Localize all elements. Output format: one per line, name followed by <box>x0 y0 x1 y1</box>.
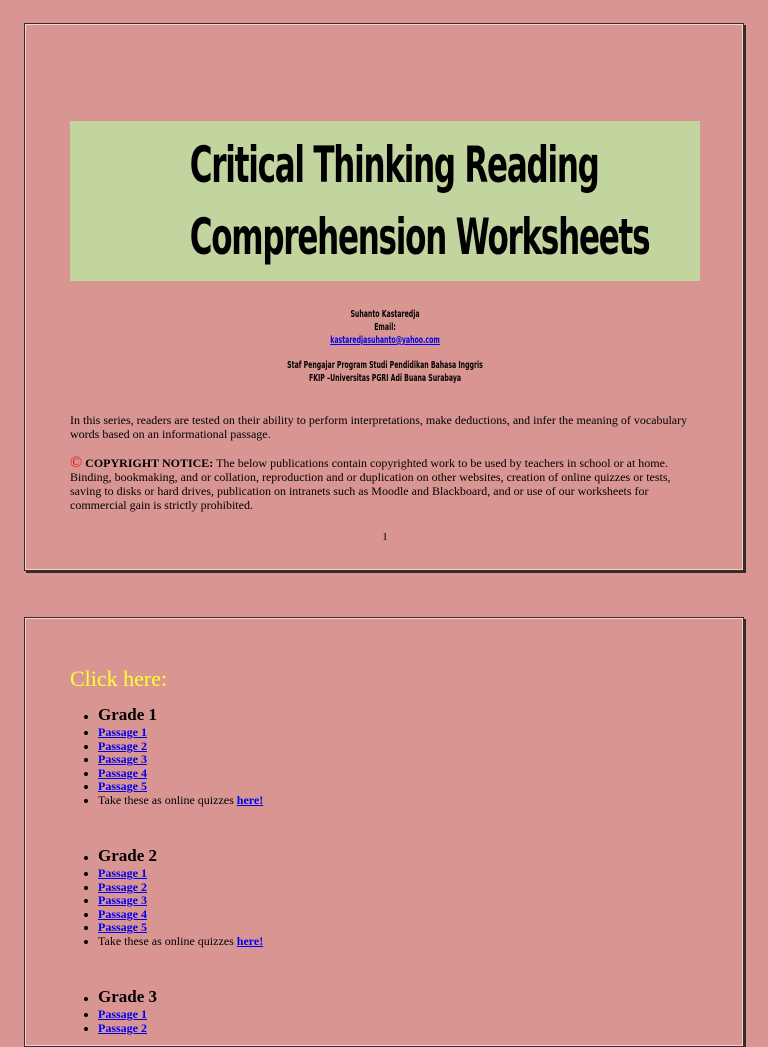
passage-link[interactable]: Passage 4 <box>98 765 147 780</box>
quiz-link[interactable]: here! <box>236 792 264 807</box>
list-item <box>98 881 263 895</box>
copyright-text: The below publications contain copyrighted work to be used by teachers in school or at home. Binding, bookmaking, and or collation, reproduction and or duplication on other websites, creation of online quizzes or tests, saving to disks or hard drives, publication on intranets such as Moodle and Blackboard, and or use of our worksheets for commercial gain is strictly prohibited. <box>70 456 671 512</box>
copyright-notice <box>70 456 700 512</box>
page-number: 1 <box>382 531 388 543</box>
passage-link[interactable]: Passage 5 <box>98 920 147 934</box>
list-item <box>98 1008 157 1022</box>
quiz-text: Take these as online quizzes <box>98 933 237 948</box>
list-item <box>98 935 263 949</box>
passage-link[interactable]: Passage 2 <box>98 738 147 753</box>
list-item <box>98 780 263 794</box>
passage-link[interactable]: Passage 1 <box>98 866 147 880</box>
passage-link[interactable]: Passage 3 <box>98 752 147 766</box>
affiliation-line-2: FKIP –Universitas PGRI Adi Buana Surabaya <box>308 373 462 384</box>
passage-link[interactable]: Passage 1 <box>98 1007 147 1021</box>
passage-link[interactable]: Passage 1 <box>98 725 147 739</box>
click-here-heading: Click here: <box>70 666 168 691</box>
document-page-2 <box>24 617 744 1047</box>
title-banner <box>70 121 700 281</box>
grade-title: • Grade 3 <box>98 986 157 1008</box>
grade-title: • Grade 1 <box>98 704 263 726</box>
passage-link[interactable]: Passage 2 <box>98 879 147 894</box>
email-link[interactable]: kastaredjasuhanto@yahoo.com <box>330 335 440 346</box>
list-item <box>98 767 263 781</box>
passage-link[interactable]: Passage 2 <box>98 1020 147 1035</box>
list-item <box>98 921 263 935</box>
author-block <box>25 308 745 385</box>
email-label: Email: <box>374 322 396 333</box>
list-item <box>98 753 263 767</box>
list-item <box>98 894 263 908</box>
author-name: Suhanto Kastaredja <box>350 309 420 320</box>
quiz-link[interactable]: here! <box>236 933 264 948</box>
affiliation-line-1: Staf Pengajar Program Studi Pendidikan Bahasa Inggris <box>287 360 483 371</box>
intro-paragraph: In this series, readers are tested on their ability to perform interpretations, make deductions, and infer the meaning of vocabulary words based on an informational passage. <box>70 413 688 441</box>
document-page-1 <box>24 23 744 571</box>
list-item <box>98 726 263 740</box>
list-item <box>98 867 263 881</box>
title-line-1: Critical Thinking Reading <box>189 136 599 194</box>
passage-link[interactable]: Passage 3 <box>98 893 147 907</box>
passage-link[interactable]: Passage 4 <box>98 906 147 921</box>
list-item <box>98 794 263 808</box>
grade-2-section <box>70 845 263 948</box>
grade-3-section <box>70 986 157 1035</box>
passage-link[interactable]: Passage 5 <box>98 779 147 793</box>
grade-title: • Grade 2 <box>98 845 263 867</box>
title-line-2: Comprehension Worksheets <box>189 208 650 266</box>
copyright-label: COPYRIGHT NOTICE: <box>85 456 214 470</box>
list-item <box>98 740 263 754</box>
copyright-icon: © <box>70 454 83 471</box>
quiz-text: Take these as online quizzes <box>98 792 237 807</box>
grade-1-section <box>70 704 263 807</box>
list-item <box>98 908 263 922</box>
